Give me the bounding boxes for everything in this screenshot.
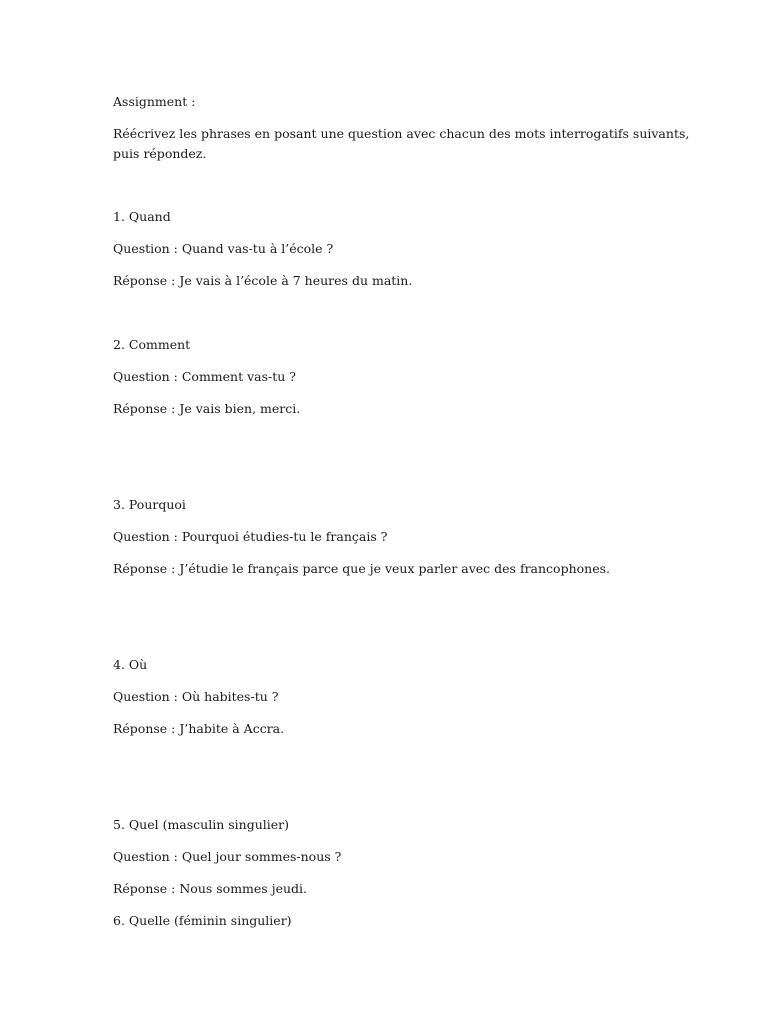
item-6-title: 6. Quelle (féminin singulier)	[113, 913, 292, 928]
item-3-question: Question : Pourquoi étudies-tu le français ?	[113, 529, 388, 544]
item-1-question: Question : Quand vas-tu à l’école ?	[113, 241, 334, 256]
item-2-question: Question : Comment vas-tu ?	[113, 369, 297, 384]
item-4-question: Question : Où habites-tu ?	[113, 689, 279, 704]
item-5-question: Question : Quel jour sommes-nous ?	[113, 849, 342, 864]
item-1-answer: Réponse : Je vais à l’école à 7 heures du matin.	[113, 273, 413, 288]
item-3-answer: Réponse : J’étudie le français parce que je veux parler avec des francophones.	[113, 561, 610, 576]
item-5-answer: Réponse : Nous sommes jeudi.	[113, 881, 307, 896]
item-2-title: 2. Comment	[113, 337, 191, 352]
assignment-heading: Assignment :	[113, 94, 196, 109]
item-5-title: 5. Quel (masculin singulier)	[113, 817, 289, 832]
instructions-line-1: Réécrivez les phrases en posant une question avec chacun des mots interrogatifs suivants,	[113, 126, 690, 141]
item-4-answer: Réponse : J’habite à Accra.	[113, 721, 285, 736]
item-3-title: 3. Pourquoi	[113, 497, 186, 512]
item-2-answer: Réponse : Je vais bien, merci.	[113, 401, 301, 416]
instructions-line-2: puis répondez.	[113, 146, 207, 161]
item-4-title: 4. Où	[113, 657, 148, 672]
item-1-title: 1. Quand	[113, 209, 171, 224]
